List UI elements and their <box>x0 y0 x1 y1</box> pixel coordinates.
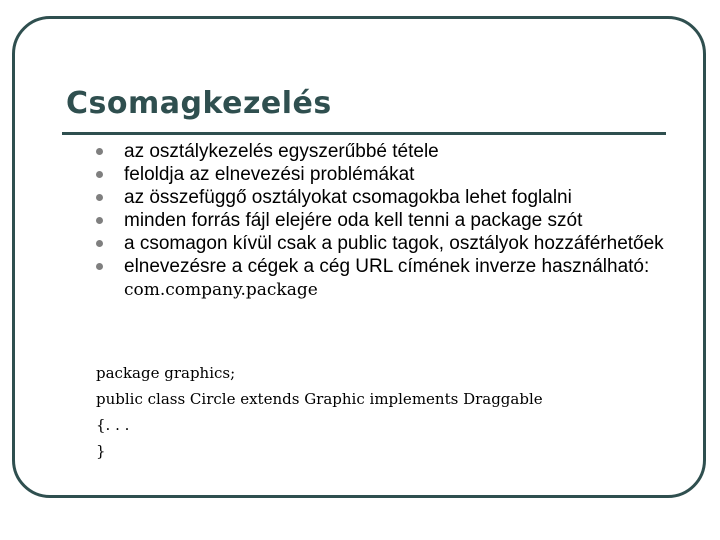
bullet-item <box>96 255 696 302</box>
package-example: com.company.package <box>124 280 318 300</box>
bullet-list <box>96 140 696 302</box>
code-sample <box>96 360 543 464</box>
bullet-dot-icon <box>96 240 103 247</box>
bullet-text: a csomagon kívül csak a public tagok, osztályok hozzáférhetőek <box>124 233 664 254</box>
bullet-item <box>96 140 696 163</box>
code-line: public class Circle extends Graphic implements Draggable <box>96 390 543 408</box>
bullet-dot-icon <box>96 217 103 224</box>
code-line: package graphics; <box>96 364 236 382</box>
code-line: {. . . <box>96 416 130 434</box>
bullet-text: az osztálykezelés egyszerűbbé tétele <box>124 141 439 162</box>
title-underline <box>62 132 666 135</box>
bullet-item <box>96 209 696 232</box>
bullet-text: feloldja az elnevezési problémákat <box>124 164 415 185</box>
bullet-item <box>96 186 696 209</box>
bullet-text: minden forrás fájl elejére oda kell tenni a package szót <box>124 210 583 231</box>
bullet-item <box>96 163 696 186</box>
bullet-dot-icon <box>96 171 103 178</box>
bullet-dot-icon <box>96 263 103 270</box>
bullet-dot-icon <box>96 194 103 201</box>
bullet-item <box>96 232 696 255</box>
slide-title: Csomagkezelés <box>66 86 332 121</box>
bullet-dot-icon <box>96 148 103 155</box>
bullet-text: elnevezésre a cégek a cég URL címének inverze használható: <box>124 256 650 277</box>
code-line: } <box>96 442 106 460</box>
bullet-text: az összefüggő osztályokat csomagokba lehet foglalni <box>124 187 572 208</box>
